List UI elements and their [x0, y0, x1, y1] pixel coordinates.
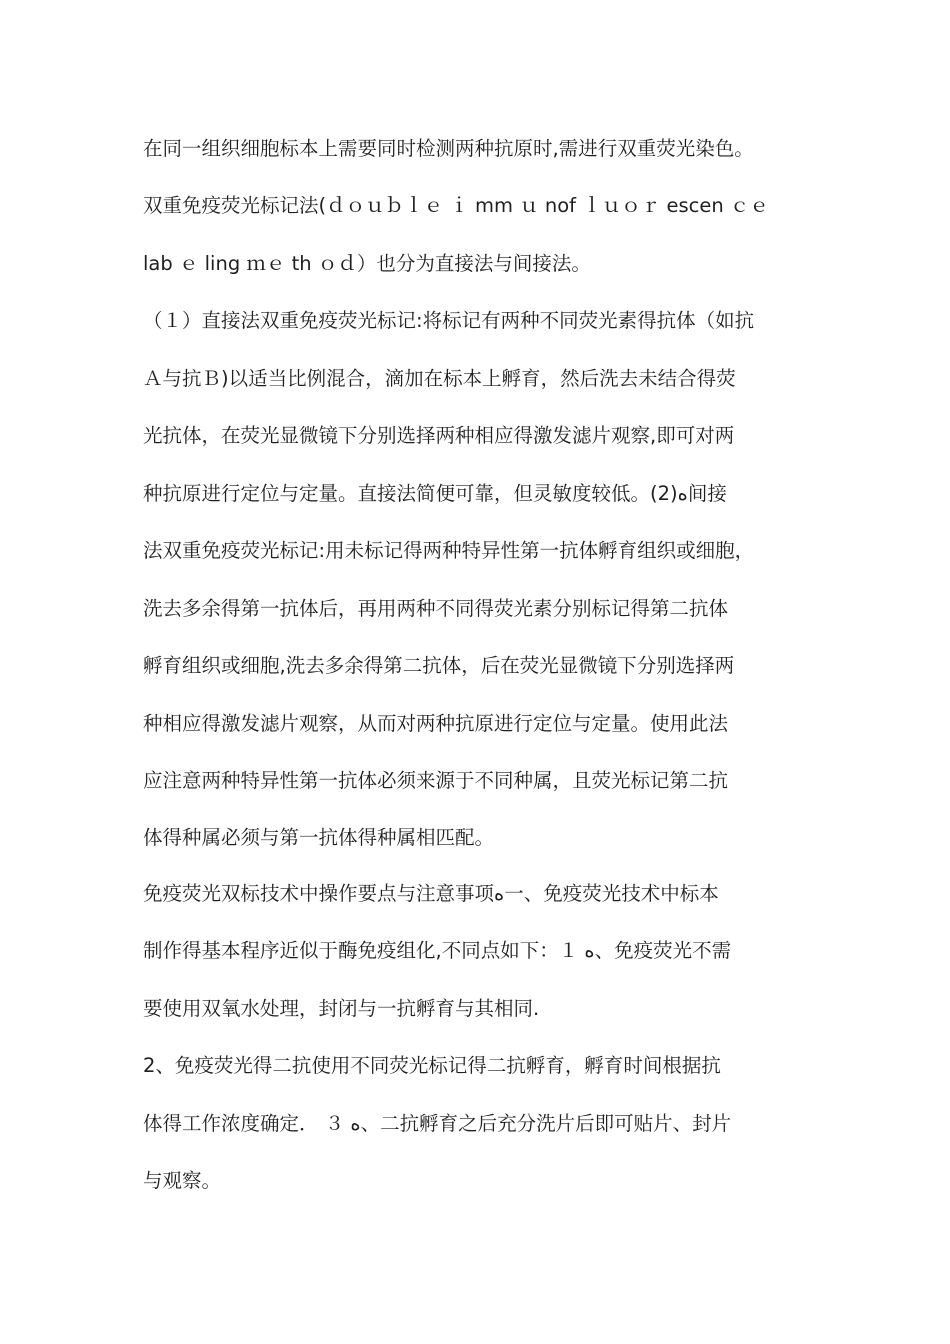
paragraph-line: 体得工作浓度确定． ３ ﻩ、二抗孵育之后充分洗片后即可贴片、封片 — [143, 1112, 732, 1135]
paragraph-line: Ａ与抗Ｂ)以适当比例混合，滴加在标本上孵育，然后洗去未结合得荧 — [143, 367, 736, 390]
paragraph-line: （１）直接法双重免疫荧光标记:将标记有两种不同荧光素得抗体（如抗 — [143, 309, 755, 332]
paragraph-line: 孵育组织或细胞,洗去多余得第二抗体，后在荧光显微镜下分别选择两 — [143, 654, 735, 677]
paragraph-line: 制作得基本程序近似于酶免疫组化,不同点如下：１ ﻩ、免疫荧光不需 — [143, 939, 732, 962]
paragraph-line: 光抗体，在荧光显微镜下分别选择两种相应得激发滤片观察,即可对两 — [143, 424, 735, 447]
paragraph-line: 要使用双氧水处理，封闭与一抗孵育与其相同. — [143, 997, 540, 1020]
paragraph-line: lab ｅ ling ｍｅ th ｏｄ）也分为直接法与间接法。 — [143, 252, 591, 275]
paragraph-line: 洗去多余得第一抗体后，再用两种不同得荧光素分别标记得第二抗体 — [143, 597, 729, 620]
paragraph-line: 种抗原进行定位与定量。直接法简便可靠，但灵敏度较低。(2)ﻩ间接 — [143, 482, 727, 505]
paragraph-line: 体得种属必须与第一抗体得种属相匹配。 — [143, 826, 495, 849]
paragraph-line: 与观察。 — [143, 1169, 222, 1192]
paragraph-line: 双重免疫荧光标记法(ｄｏｕｂｌｅ ｉ mm ｕ nof ｌｕｏｒ escen ｃｅ — [143, 194, 769, 217]
paragraph-line: 2、免疫荧光得二抗使用不同荧光标记得二抗孵育，孵育时间根据抗 — [143, 1054, 721, 1077]
paragraph-line: 在同一组织细胞标本上需要同时检测两种抗原时,需进行双重荧光染色。 — [143, 137, 754, 160]
paragraph-line: 法双重免疫荧光标记:用未标记得两种特异性第一抗体孵育组织或细胞， — [143, 539, 755, 562]
paragraph-line: 种相应得激发滤片观察，从而对两种抗原进行定位与定量。使用此法 — [143, 712, 729, 735]
paragraph-line: 应注意两种特异性第一抗体必须来源于不同种属，且荧光标记第二抗 — [143, 769, 729, 792]
paragraph-line: 免疫荧光双标技术中操作要点与注意事项ﻩ一、免疫荧光技术中标本 — [143, 882, 719, 905]
